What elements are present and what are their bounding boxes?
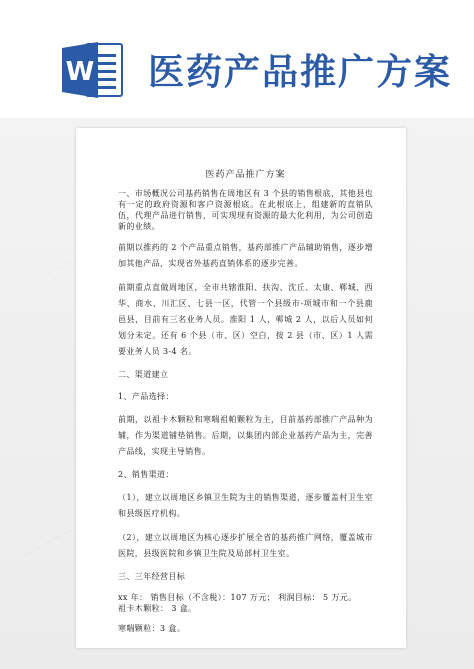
paragraph-zukamu: 祖卡木颗粒： 3 盒。 <box>118 604 197 613</box>
heading-product-selection: 1、产品选择： <box>118 392 174 401</box>
paragraph-market-overview: 一、市场概况公司基药销售在周地区有 3 个县的销售根底，其他县也有一定的政府资源和客户资源根底。在此根底上，组建新的直销队伍，代理产品进行销售，可实现现有资源的最大化利用，为公司创造新的业绩。 <box>118 189 373 231</box>
paragraph-channel-1: （1），建立以周地区乡镇卫生院为主的销售渠道，逐步覆盖村卫生室和县级医疗机构。 <box>118 493 373 518</box>
banner <box>0 0 474 118</box>
paragraph-sales-target: xx 年： 销售目标（不含税）：107 万元； 利润目标： 5 万元。 <box>118 593 357 602</box>
paragraph-region: 前期重点直做周地区，全市共辖淮阳、扶沟、沈丘、太康、郸城、西华、商水、川汇区、七县一区，代管一个县级市-项城市和一个县鹿邑县，目前有三名业务人员。淮阳 1 人，郸城 2 人，以后人员如何划分未定。还有 6 个县（市、区）空白，按 2 县（市、区）1 人需要业务人员 3-4 名。 <box>118 283 373 356</box>
paragraph-early-products: 前期以推药的 2 个产品重点销售，基药部推广产品辅助销售，逐步增加其他产品，实现省外基药直销体系的逐步完善。 <box>118 243 373 268</box>
heading-channel: 二、渠道建立 <box>118 370 169 379</box>
paragraph-hanchuan: 寒喘颗粒：3 盒。 <box>118 624 186 633</box>
paragraph-product-selection: 前期，以祖卡木颗粒和寒喘祖帕颗粒为主，目前基药部推广产品种为辅，作为渠道铺垫销售。后期，以集团内部企业基药产品为主，完善产品线，实现主导销售。 <box>118 415 373 456</box>
document-body <box>118 168 373 644</box>
heading-three-year-goals: 三、三年经营目标 <box>118 572 186 581</box>
word-logo-letter: W <box>65 57 95 87</box>
heading-sales-channel: 2、销售渠道： <box>118 470 174 479</box>
word-icon <box>62 40 124 100</box>
paragraph-channel-2: （2），建立以周地区为核心逐步扩展全省的基药推广网络，覆盖城市医院，县级医院和乡镇卫生院及局部村卫生室。 <box>118 533 373 558</box>
document-title: 医药产品推广方案 <box>205 170 286 180</box>
paper-background: — — — — — — — — — — <box>0 118 474 669</box>
banner-title: 医药产品推广方案 <box>148 52 453 93</box>
